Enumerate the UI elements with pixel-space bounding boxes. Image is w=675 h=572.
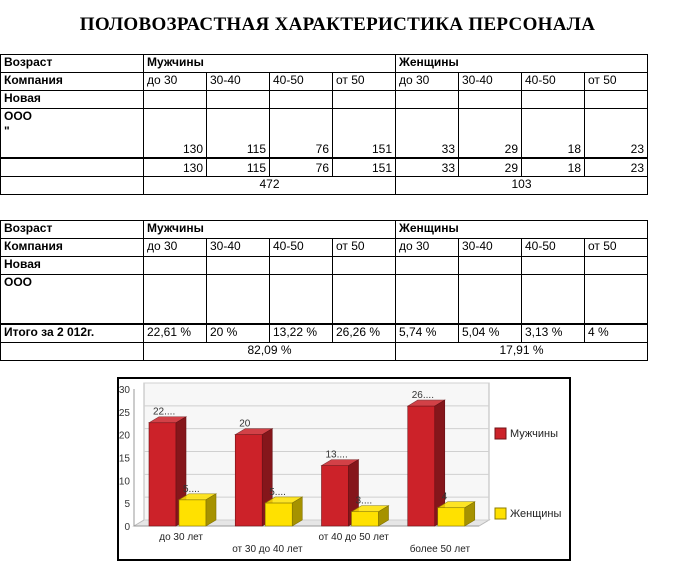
- data-label: 5....: [183, 483, 200, 495]
- value-cell: 29: [459, 109, 522, 159]
- y-tick-label: 15: [119, 453, 130, 465]
- women-percent-total: 17,91 %: [396, 343, 648, 361]
- bracket-cell: до 30: [144, 239, 207, 257]
- company-form: ООО: [1, 275, 144, 325]
- age-header: Возраст: [1, 221, 144, 239]
- bar: [235, 435, 262, 526]
- total-cell: 33: [396, 158, 459, 177]
- men-header: Мужчины: [144, 221, 396, 239]
- percent-cell: 26,26 %: [333, 324, 396, 343]
- bracket-cell: 30-40: [207, 239, 270, 257]
- bar-chart: [119, 379, 569, 559]
- y-tick-label: 25: [119, 407, 130, 419]
- total-cell: 76: [270, 158, 333, 177]
- bar: [265, 503, 292, 526]
- value-cell: 130: [144, 109, 207, 159]
- bracket-cell: от 50: [333, 239, 396, 257]
- company-header: Компания: [1, 239, 144, 257]
- bar-side: [206, 494, 216, 526]
- company-header: Компания: [1, 73, 144, 91]
- company-quote: ": [4, 124, 10, 138]
- bar: [149, 423, 176, 526]
- headcount-table: [0, 54, 648, 195]
- percent-cell: 22,61 %: [144, 324, 207, 343]
- bracket-cell: от 50: [585, 239, 648, 257]
- data-label: 20: [239, 418, 251, 430]
- percent-cell: 4 %: [585, 324, 648, 343]
- men-total: 472: [144, 177, 396, 195]
- percent-cell: 5,04 %: [459, 324, 522, 343]
- x-category-label: до 30 лет: [159, 532, 203, 543]
- bracket-cell: от 50: [333, 73, 396, 91]
- y-tick-label: 30: [119, 385, 130, 396]
- y-tick-label: 5: [124, 499, 130, 511]
- bracket-cell: до 30: [396, 73, 459, 91]
- percent-table: [0, 220, 648, 361]
- value-cell: 115: [207, 109, 270, 159]
- bracket-cell: 40-50: [522, 73, 585, 91]
- x-category-label: от 40 до 50 лет: [318, 532, 389, 543]
- chart-frame: [117, 377, 571, 561]
- age-header: Возраст: [1, 55, 144, 73]
- bracket-cell: 40-50: [270, 73, 333, 91]
- company-form: [1, 109, 144, 159]
- men-header: Мужчины: [144, 55, 396, 73]
- legend-swatch: [495, 428, 506, 439]
- total-cell: 130: [144, 158, 207, 177]
- bracket-cell: до 30: [396, 239, 459, 257]
- legend-swatch: [495, 508, 506, 519]
- men-percent-total: 82,09 %: [144, 343, 396, 361]
- total-cell: 18: [522, 158, 585, 177]
- x-category-label: более 50 лет: [409, 544, 471, 555]
- company-name: Новая: [1, 91, 144, 109]
- y-tick-label: 20: [119, 430, 130, 442]
- data-label: 4: [441, 491, 448, 503]
- y-tick-label: 0: [124, 522, 130, 533]
- data-label: 22....: [153, 406, 176, 418]
- bracket-cell: 30-40: [459, 239, 522, 257]
- bracket-cell: 30-40: [207, 73, 270, 91]
- data-label: 3....: [355, 495, 373, 507]
- bracket-cell: 40-50: [522, 239, 585, 257]
- bar: [438, 508, 465, 526]
- company-form-text: ООО: [4, 109, 33, 123]
- bracket-cell: 40-50: [270, 239, 333, 257]
- total-label: Итого за 2 012г.: [1, 324, 144, 343]
- company-name: Новая: [1, 257, 144, 275]
- women-total: 103: [396, 177, 648, 195]
- bracket-cell: до 30: [144, 73, 207, 91]
- data-label: 13....: [325, 449, 348, 461]
- women-header: Женщины: [396, 55, 648, 73]
- percent-cell: 20 %: [207, 324, 270, 343]
- value-cell: 151: [333, 109, 396, 159]
- bracket-cell: от 50: [585, 73, 648, 91]
- percent-cell: 3,13 %: [522, 324, 585, 343]
- value-cell: 33: [396, 109, 459, 159]
- bracket-cell: 30-40: [459, 73, 522, 91]
- value-cell: 23: [585, 109, 648, 159]
- percent-cell: 13,22 %: [270, 324, 333, 343]
- bar: [179, 500, 206, 526]
- legend-label: Женщины: [510, 508, 562, 520]
- total-cell: 151: [333, 158, 396, 177]
- x-category-label: от 30 до 40 лет: [232, 544, 303, 555]
- women-header: Женщины: [396, 221, 648, 239]
- bar: [408, 406, 435, 526]
- total-cell: 29: [459, 158, 522, 177]
- value-cell: 18: [522, 109, 585, 159]
- data-label: 5....: [269, 486, 286, 498]
- value-cell: 76: [270, 109, 333, 159]
- total-cell: 23: [585, 158, 648, 177]
- bar: [352, 512, 379, 526]
- legend-label: Мужчины: [510, 428, 559, 440]
- page-title: ПОЛОВОЗРАСТНАЯ ХАРАКТЕРИСТИКА ПЕРСОНАЛА: [79, 14, 596, 35]
- percent-cell: 5,74 %: [396, 324, 459, 343]
- y-tick-label: 10: [119, 476, 130, 488]
- bar: [322, 466, 349, 526]
- data-label: 26....: [411, 390, 434, 402]
- total-cell: 115: [207, 158, 270, 177]
